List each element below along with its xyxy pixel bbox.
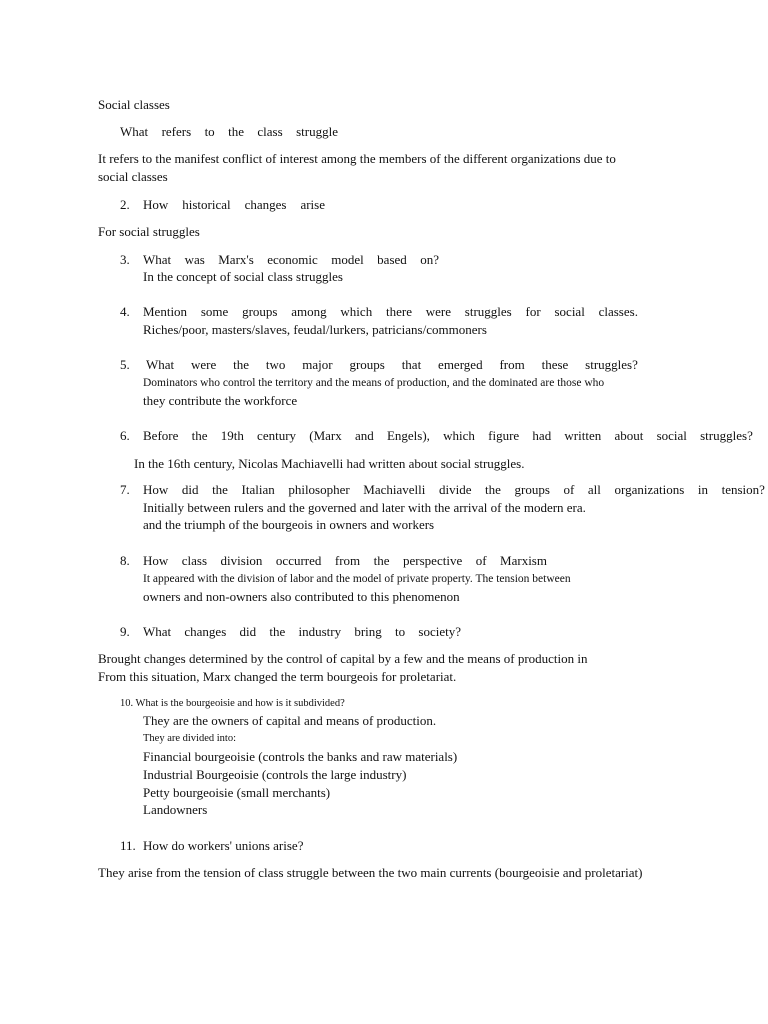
question-4-number: 4.: [120, 304, 130, 319]
question-11: How do workers' unions arise?: [143, 838, 304, 853]
answer-11: They arise from the tension of class struggle between the two main currents (bourgeoisie and proletariat): [98, 865, 643, 880]
q9-word: bring: [354, 624, 382, 639]
q8-word: from: [334, 553, 361, 568]
question-4: [143, 304, 638, 320]
q7-word: tension?: [721, 482, 765, 497]
answer-8-line-1: It appeared with the division of labor and the model of private property. The tension between: [143, 573, 571, 585]
question-9-number: 9.: [120, 624, 130, 639]
q5-word: struggles?: [585, 357, 638, 372]
answer-10-line-2: They are divided into:: [143, 733, 237, 744]
q4-word: some: [200, 304, 229, 319]
answer-9-line-2: From this situation, Marx changed the term bourgeois for proletariat.: [98, 669, 457, 684]
q2-word: historical: [182, 197, 231, 212]
answer-5-line-2: they contribute the workforce: [143, 393, 298, 408]
q5-word: the: [233, 357, 250, 372]
q4-word: which: [340, 304, 373, 319]
answer-1-line-2: social classes: [98, 169, 168, 184]
q5-word: that: [401, 357, 422, 372]
q6-word: written: [564, 428, 602, 443]
q8-word: the: [373, 553, 390, 568]
q3-word: was: [184, 252, 205, 267]
q3-word: based: [377, 252, 407, 267]
q6-word: and: [354, 428, 374, 443]
answer-2: For social struggles: [98, 224, 200, 239]
q9-word: What: [143, 624, 172, 639]
q9-word: society?: [418, 624, 461, 639]
q7-word: did: [181, 482, 199, 497]
q9-word: industry: [298, 624, 342, 639]
question-9: [143, 624, 461, 640]
question-6: [143, 428, 753, 444]
bourgeoisie-type-item: Petty bourgeoisie (small merchants): [143, 785, 331, 800]
q1-word: refers: [161, 124, 192, 139]
q8-word: perspective: [403, 553, 463, 568]
q4-word: among: [291, 304, 327, 319]
question-3-number: 3.: [120, 252, 130, 267]
q8-word: class: [181, 553, 208, 568]
q3-word: Marx's: [218, 252, 254, 267]
q7-word: philosopher: [288, 482, 350, 497]
answer-10-line-1: They are the owners of capital and means of production.: [143, 713, 437, 728]
answer-8-line-2: owners and non-owners also contributed to this phenomenon: [143, 589, 460, 604]
q2-word: How: [143, 197, 169, 212]
q4-word: were: [425, 304, 452, 319]
document-title: Social classes: [98, 97, 170, 112]
q1-word: the: [228, 124, 244, 139]
answer-6: In the 16th century, Nicolas Machiavelli had written about social struggles.: [134, 456, 525, 471]
q5-word: emerged: [438, 357, 483, 372]
q7-word: the: [212, 482, 228, 497]
q7-word: in: [697, 482, 708, 497]
q6-word: which: [443, 428, 475, 443]
q6-word: had: [532, 428, 552, 443]
q8-word: Marxism: [500, 553, 547, 568]
q9-word: to: [395, 624, 406, 639]
question-11-number: 11.: [120, 838, 136, 853]
bourgeoisie-type-item: Landowners: [143, 802, 208, 817]
question-10: 10. What is the bourgeoisie and how is it subdivided?: [120, 698, 345, 709]
answer-5-line-1: Dominators who control the territory and the means of production, and the dominated are those who: [143, 377, 605, 389]
q6-word: Engels),: [386, 428, 430, 443]
q4-word: for: [525, 304, 541, 319]
q6-word: (Marx: [309, 428, 342, 443]
q5-word: two: [265, 357, 286, 372]
question-3: [143, 252, 439, 268]
question-2: [143, 197, 325, 213]
question-2-number: 2.: [120, 197, 130, 212]
q5-word: were: [191, 357, 217, 372]
question-5-number: 5.: [120, 357, 130, 372]
q1-word: What: [120, 124, 149, 139]
q5-word: from: [499, 357, 525, 372]
answer-4: Riches/poor, masters/slaves, feudal/lurkers, patricians/commoners: [143, 322, 487, 337]
q7-word: Italian: [241, 482, 275, 497]
q4-word: classes.: [598, 304, 638, 319]
q6-word: social: [656, 428, 687, 443]
bourgeoisie-type-item: Financial bourgeoisie (controls the banks and raw materials): [143, 749, 458, 764]
q3-word: What: [143, 252, 172, 267]
q8-word: division: [220, 553, 263, 568]
q5-word: these: [541, 357, 569, 372]
q1-word: class: [257, 124, 283, 139]
question-1: [120, 124, 338, 140]
q7-word: the: [485, 482, 501, 497]
q4-word: struggles: [464, 304, 512, 319]
q7-word: How: [143, 482, 169, 497]
q2-word: arise: [300, 197, 325, 212]
q7-word: divide: [438, 482, 472, 497]
question-6-number: 6.: [120, 428, 130, 443]
bourgeoisie-type-item: Industrial Bourgeoisie (controls the large industry): [143, 767, 407, 782]
q8-word: How: [143, 553, 169, 568]
q1-word: struggle: [296, 124, 338, 139]
answer-7-line-2: and the triumph of the bourgeois in owners and workers: [143, 517, 435, 532]
answer-1-line-1: It refers to the manifest conflict of interest among the members of the different organizations due to: [98, 151, 616, 166]
q3-word: on?: [420, 252, 439, 267]
question-7-number: 7.: [120, 482, 130, 497]
q6-word: about: [614, 428, 644, 443]
q5-word: What: [146, 357, 175, 372]
q9-word: the: [269, 624, 286, 639]
q4-word: social: [554, 304, 585, 319]
q9-word: did: [239, 624, 257, 639]
q6-word: figure: [488, 428, 520, 443]
question-8: [143, 553, 547, 569]
question-7: [143, 482, 765, 498]
q1-word: to: [204, 124, 215, 139]
q6-word: 19th: [220, 428, 244, 443]
q7-word: all: [587, 482, 601, 497]
answer-7-line-1: Initially between rulers and the governed and later with the arrival of the modern era.: [143, 500, 586, 515]
q7-word: Machiavelli: [363, 482, 426, 497]
q7-word: of: [563, 482, 575, 497]
q3-word: model: [331, 252, 364, 267]
q5-word: groups: [349, 357, 385, 372]
question-5: [146, 357, 638, 373]
q6-word: Before: [143, 428, 179, 443]
q8-word: of: [475, 553, 487, 568]
answer-9-line-1: Brought changes determined by the control of capital by a few and the means of production in: [98, 651, 588, 666]
q4-word: groups: [242, 304, 278, 319]
q3-word: economic: [267, 252, 318, 267]
q5-word: major: [302, 357, 333, 372]
question-8-number: 8.: [120, 553, 130, 568]
q6-word: the: [191, 428, 208, 443]
q2-word: changes: [244, 197, 287, 212]
q8-word: occurred: [275, 553, 322, 568]
q6-word: century: [257, 428, 297, 443]
q4-word: Mention: [143, 304, 188, 319]
q7-word: groups: [514, 482, 550, 497]
q7-word: organizations: [614, 482, 685, 497]
answer-3: In the concept of social class struggles: [143, 269, 343, 284]
q6-word: struggles?: [700, 428, 753, 443]
q9-word: changes: [184, 624, 227, 639]
q4-word: there: [385, 304, 412, 319]
